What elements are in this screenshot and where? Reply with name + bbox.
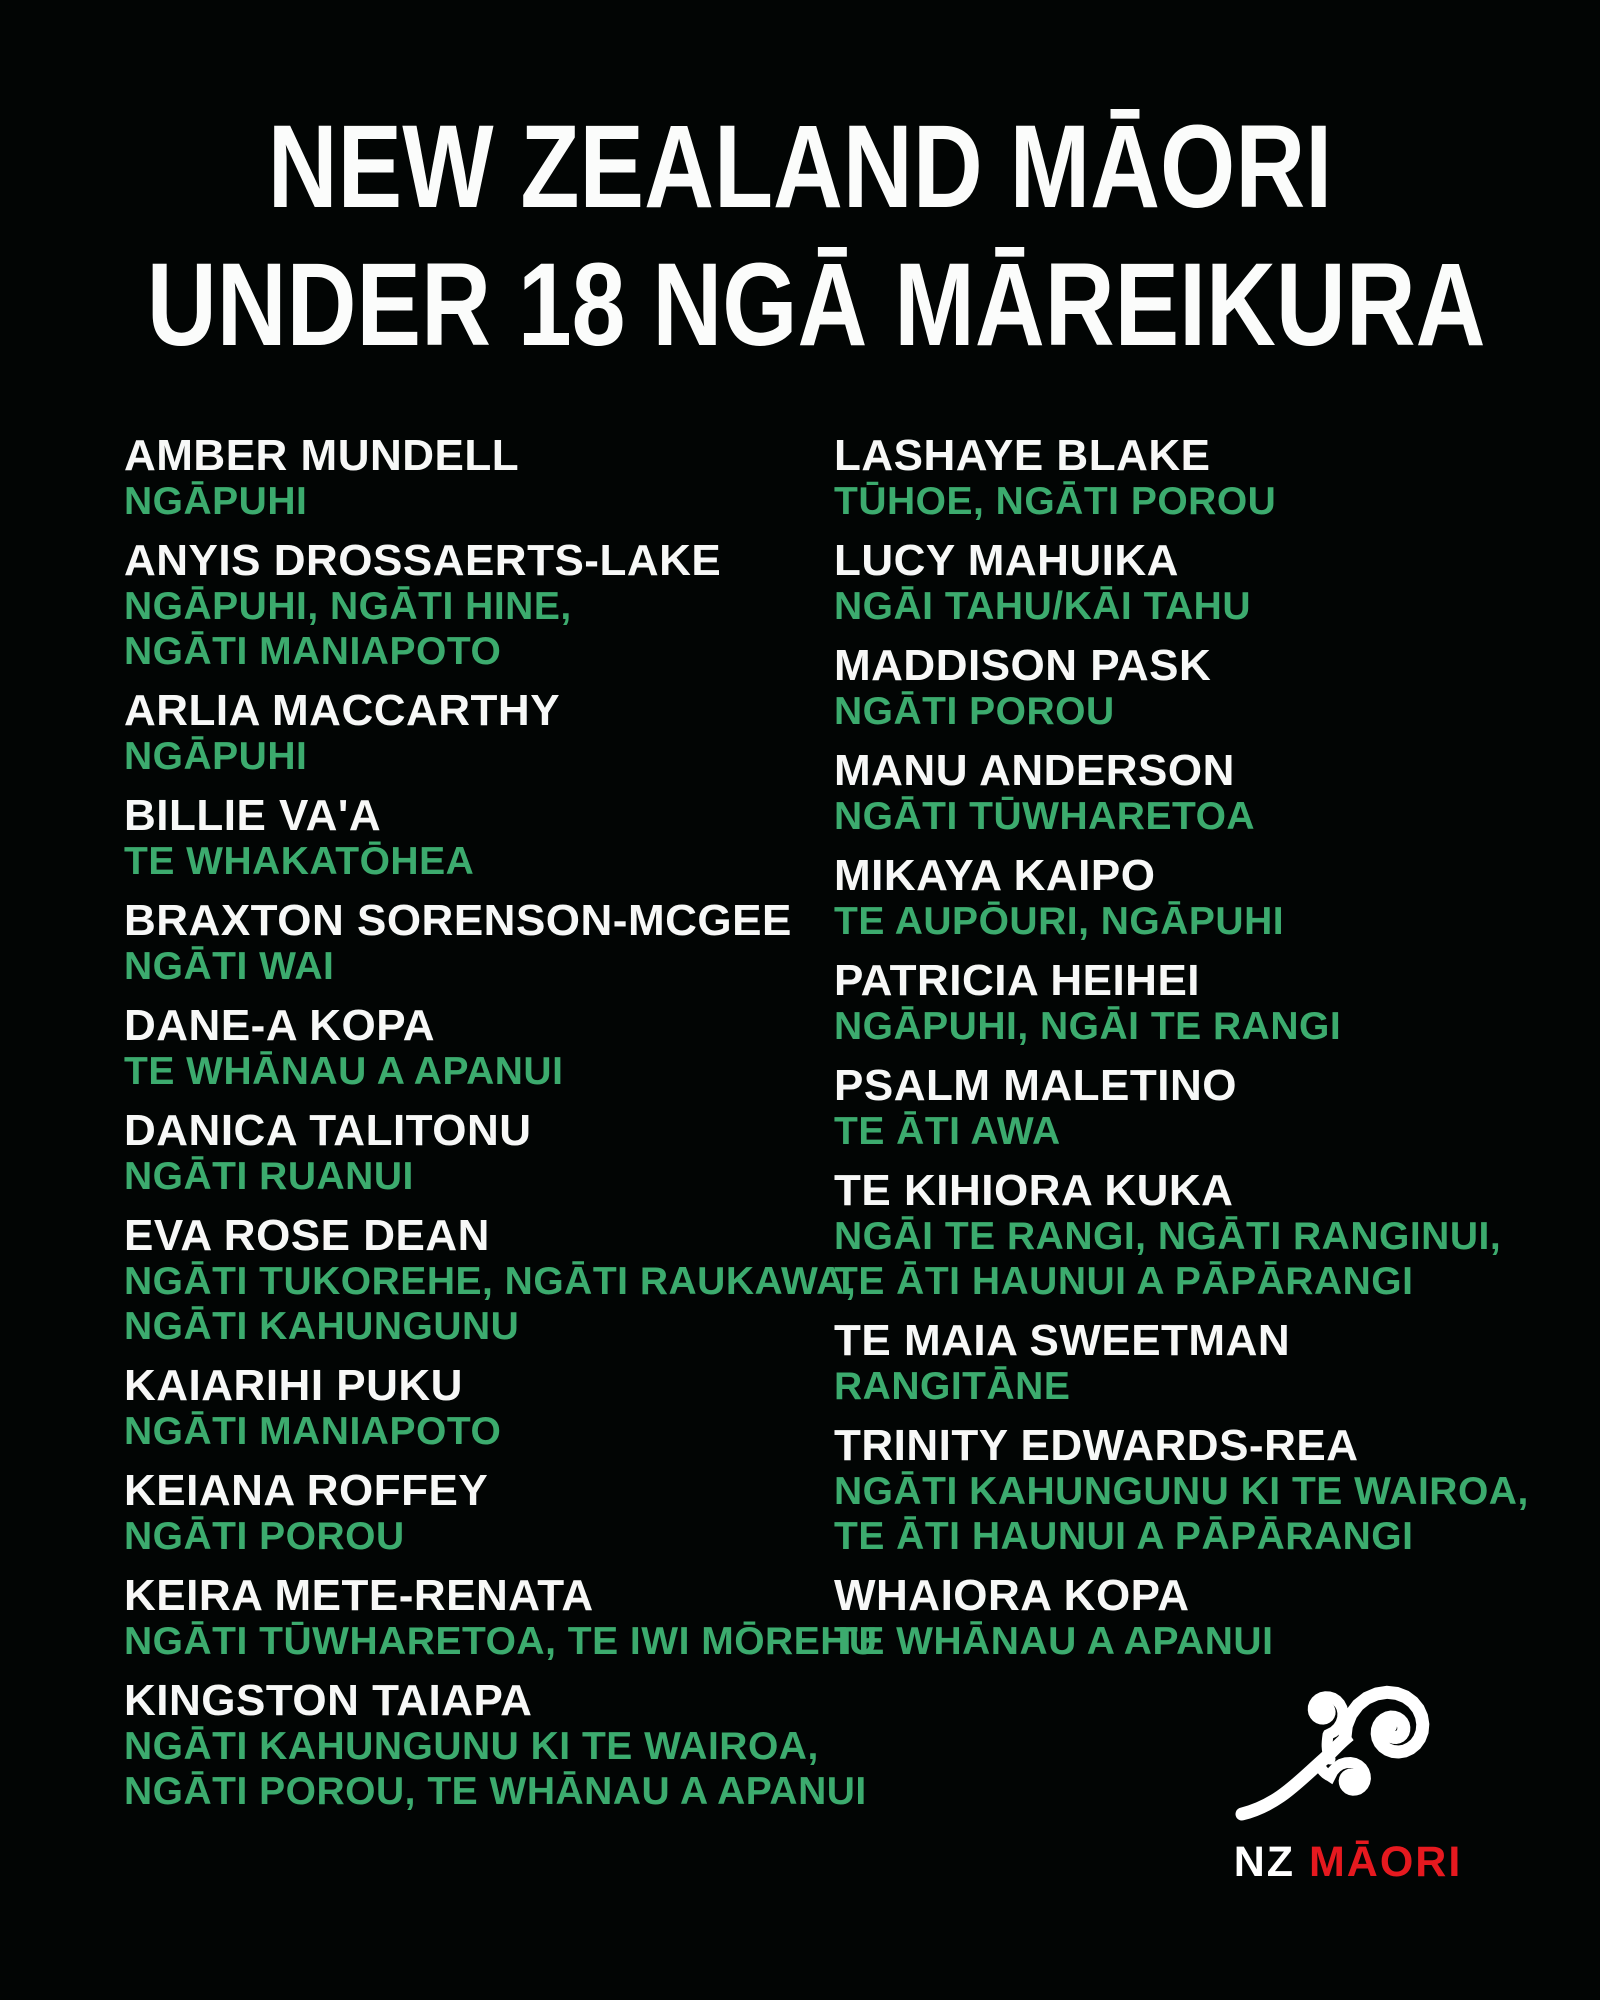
logo-nz-label: NZ (1233, 1838, 1309, 1886)
player-name: LASHAYE BLAKE (834, 431, 1211, 480)
player-name: WHAIORA KOPA (834, 1571, 1190, 1620)
player-entry (834, 537, 1574, 629)
player-iwi-line: NGĀTI TŪWHARETOA (834, 795, 1256, 838)
player-iwi-line: RANGITĀNE (834, 1365, 1071, 1408)
player-entry (124, 1362, 814, 1454)
player-iwi-line: NGĀTI TŪWHARETOA, TE IWI MŌREHU (124, 1620, 878, 1663)
player-iwi-line: NGĀI TAHU/KĀI TAHU (834, 585, 1252, 628)
player-entry (834, 1572, 1574, 1664)
logo-maori-label: MĀORI (1308, 1838, 1463, 1886)
player-iwi-line: TE WHĀNAU A APANUI (124, 1050, 564, 1093)
player-iwi-line: NGĀTI MANIAPOTO (124, 1410, 502, 1453)
player-iwi-line: NGĀTI KAHUNGUNU (124, 1305, 520, 1348)
player-entry (834, 642, 1574, 734)
player-entry (834, 852, 1574, 944)
player-entry (124, 1002, 814, 1094)
player-name: BRAXTON SORENSON-MCGEE (124, 896, 792, 945)
player-entry (124, 1107, 814, 1199)
player-name: MANU ANDERSON (834, 746, 1235, 795)
player-name: AMBER MUNDELL (124, 431, 520, 480)
player-name: TE KIHIORA KUKA (834, 1166, 1234, 1215)
player-name: KEIANA ROFFEY (124, 1466, 489, 1515)
player-iwi-line: TE ĀTI HAUNUI A PĀPĀRANGI (834, 1515, 1414, 1558)
player-iwi-line: TE AUPŌURI, NGĀPUHI (834, 900, 1285, 943)
player-name: MIKAYA KAIPO (834, 851, 1156, 900)
title-line-1: NEW ZEALAND MĀORI (267, 101, 1333, 233)
player-iwi-line: TE WHĀNAU A APANUI (834, 1620, 1274, 1663)
player-entry (124, 1676, 867, 1814)
player-name: MADDISON PASK (834, 641, 1212, 690)
player-entry (834, 747, 1574, 839)
player-name: PSALM MALETINO (834, 1061, 1237, 1110)
players-column-left (124, 431, 878, 1827)
title-line-2: UNDER 18 NGĀ MĀREIKURA (146, 239, 1486, 371)
player-iwi-line: NGĀPUHI, NGĀI TE RANGI (834, 1005, 1342, 1048)
player-iwi-line: NGĀPUHI (124, 735, 308, 778)
players-column-right (834, 432, 1574, 1677)
page-title (0, 98, 1600, 374)
player-entry (834, 1422, 1574, 1559)
player-entry (834, 432, 1574, 524)
player-iwi-line: NGĀTI POROU, TE WHĀNAU A APANUI (124, 1770, 867, 1813)
player-name: ANYIS DROSSAERTS-LAKE (124, 536, 722, 585)
player-iwi-line: NGĀTI WAI (124, 945, 335, 988)
player-name: KAIARIHI PUKU (124, 1361, 463, 1410)
player-iwi-line: NGĀTI TUKOREHE, NGĀTI RAUKAWA, (124, 1260, 857, 1303)
player-iwi-line: NGĀPUHI, NGĀTI HINE, (124, 585, 572, 628)
player-entry (124, 792, 814, 884)
player-iwi-line: NGĀTI KAHUNGUNU KI TE WAIROA, (834, 1470, 1529, 1513)
player-iwi-line: TE ĀTI HAUNUI A PĀPĀRANGI (834, 1260, 1414, 1303)
logo-text (1230, 1839, 1466, 1885)
player-iwi-line: NGĀTI KAHUNGUNU KI TE WAIROA, (124, 1725, 819, 1768)
player-name: LUCY MAHUIKA (834, 536, 1179, 585)
player-name: ARLIA MACCARTHY (124, 686, 561, 735)
player-entry (124, 432, 814, 524)
player-entry (834, 1167, 1574, 1304)
player-entry (834, 1317, 1574, 1409)
player-iwi-line: NGĀPUHI (124, 480, 308, 523)
player-entry (124, 897, 814, 989)
player-iwi-line: NGĀTI MANIAPOTO (124, 630, 502, 673)
player-name: KEIRA METE-RENATA (124, 1571, 594, 1620)
player-entry (834, 957, 1574, 1049)
player-entry (124, 687, 814, 779)
player-iwi-line: NGĀTI POROU (834, 690, 1115, 733)
logo (1230, 1664, 1466, 1885)
player-iwi-line: TE ĀTI AWA (834, 1110, 1061, 1153)
player-name: TE MAIA SWEETMAN (834, 1316, 1291, 1365)
player-entry (124, 537, 814, 674)
player-iwi-line: NGĀTI RUANUI (124, 1155, 414, 1198)
player-iwi-line: TE WHAKATŌHEA (124, 840, 475, 883)
player-entry (834, 1062, 1574, 1154)
player-entry (124, 1467, 814, 1559)
player-name: EVA ROSE DEAN (124, 1211, 490, 1260)
player-entry (124, 1211, 857, 1349)
koru-spiral-icon (1232, 1664, 1464, 1829)
player-name: BILLIE VA'A (124, 791, 382, 840)
player-name: DANE-A KOPA (124, 1001, 436, 1050)
player-iwi-line: NGĀI TE RANGI, NGĀTI RANGINUI, (834, 1215, 1502, 1258)
player-name: PATRICIA HEIHEI (834, 956, 1201, 1005)
player-name: KINGSTON TAIAPA (124, 1676, 533, 1725)
player-name: DANICA TALITONU (124, 1106, 532, 1155)
player-iwi-line: NGĀTI POROU (124, 1515, 405, 1558)
player-name: TRINITY EDWARDS-REA (834, 1421, 1359, 1470)
player-entry (124, 1571, 878, 1664)
player-iwi-line: TŪHOE, NGĀTI POROU (834, 480, 1277, 523)
